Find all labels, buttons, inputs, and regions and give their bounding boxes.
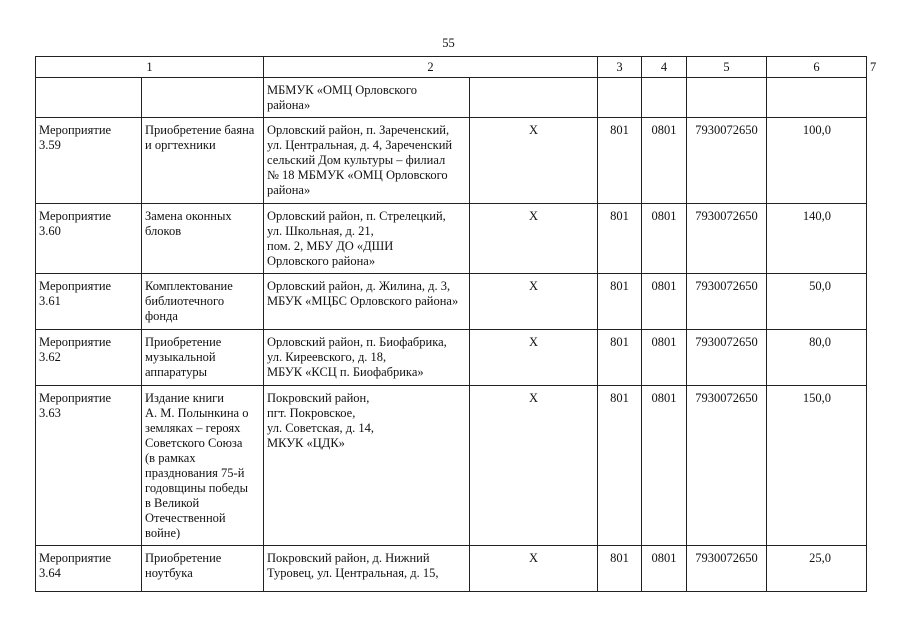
col3-cell: Х (470, 204, 598, 274)
table-row (36, 330, 867, 386)
address-cell: Покровский район, пгт. Покровское, ул. Советская, д. 14, МКУК «ЦДК» (264, 386, 470, 546)
col5-cell: 0801 (642, 204, 687, 274)
address-cell: МБМУК «ОМЦ Орловского района» (264, 78, 470, 118)
col4-cell (598, 78, 642, 118)
col6-cell: 7930072650 (687, 330, 767, 386)
name-cell: Комплектование библиотечного фонда (142, 274, 264, 330)
header-col-3: 3 (598, 57, 642, 78)
name-cell: Приобретение ноутбука (142, 546, 264, 592)
table-row (36, 118, 867, 204)
col6-cell: 7930072650 (687, 546, 767, 592)
name-cell: Приобретение баяна и оргтехники (142, 118, 264, 204)
table-row (36, 274, 867, 330)
table-row (36, 386, 867, 546)
col7-cell: 80,0 (767, 330, 867, 386)
col6-cell: 7930072650 (687, 204, 767, 274)
col7-cell: 25,0 (767, 546, 867, 592)
header-row: 1 2 3 4 5 6 7 (36, 57, 867, 78)
col7-cell (767, 78, 867, 118)
col3-cell: Х (470, 118, 598, 204)
col6-cell: 7930072650 (687, 274, 767, 330)
col4-cell: 801 (598, 274, 642, 330)
table-row (36, 546, 867, 592)
col3-cell: Х (470, 274, 598, 330)
col7-cell: 150,0 (767, 386, 867, 546)
header-col-4: 4 (642, 57, 687, 78)
name-cell: Приобретение музыкальной аппаратуры (142, 330, 264, 386)
event-cell (36, 78, 142, 118)
col5-cell: 0801 (642, 330, 687, 386)
col6-cell: 7930072650 (687, 386, 767, 546)
address-cell: Орловский район, д. Жилина, д. 3, МБУК «МЦБС Орловского района» (264, 274, 470, 330)
address-cell: Покровский район, д. Нижний Туровец, ул. Центральная, д. 15, (264, 546, 470, 592)
page-number: 55 (442, 36, 455, 50)
name-cell (142, 78, 264, 118)
col5-cell (642, 78, 687, 118)
col6-cell: 7930072650 (687, 118, 767, 204)
col3-cell: Х (470, 386, 598, 546)
col3-cell: Х (470, 330, 598, 386)
table-body (36, 78, 867, 592)
event-cell: Мероприятие 3.64 (36, 546, 142, 592)
header-col-2: 2 (264, 57, 598, 78)
col5-cell: 0801 (642, 386, 687, 546)
col7-cell: 140,0 (767, 204, 867, 274)
col4-cell: 801 (598, 204, 642, 274)
col4-cell: 801 (598, 386, 642, 546)
event-cell: Мероприятие 3.59 (36, 118, 142, 204)
event-cell: Мероприятие 3.61 (36, 274, 142, 330)
header-col-1: 1 (36, 57, 264, 78)
budget-table (35, 56, 877, 592)
name-cell: Издание книги А. М. Полынкина о земляках – героях Советского Союза (в рамках празднования 75-й годовщины победы в Великой Отечественной войне) (142, 386, 264, 546)
table-row (36, 204, 867, 274)
col7-cell: 50,0 (767, 274, 867, 330)
col4-cell: 801 (598, 330, 642, 386)
name-cell: Замена оконных блоков (142, 204, 264, 274)
address-cell: Орловский район, п. Зареченский, ул. Центральная, д. 4, Зареченский сельский Дом культуры – филиал № 18 МБМУК «ОМЦ Орловского района» (264, 118, 470, 204)
event-cell: Мероприятие 3.60 (36, 204, 142, 274)
event-cell: Мероприятие 3.63 (36, 386, 142, 546)
col6-cell (687, 78, 767, 118)
col3-cell (470, 78, 598, 118)
event-cell: Мероприятие 3.62 (36, 330, 142, 386)
header-col-5: 5 (687, 57, 767, 78)
col4-cell: 801 (598, 118, 642, 204)
header-col-6: 6 (767, 57, 867, 78)
col4-cell: 801 (598, 546, 642, 592)
col5-cell: 0801 (642, 546, 687, 592)
col5-cell: 0801 (642, 274, 687, 330)
table-row (36, 78, 867, 118)
col3-cell: Х (470, 546, 598, 592)
col7-cell: 100,0 (767, 118, 867, 204)
address-cell: Орловский район, п. Стрелецкий, ул. Школьная, д. 21, пом. 2, МБУ ДО «ДШИ Орловского района» (264, 204, 470, 274)
col5-cell: 0801 (642, 118, 687, 204)
address-cell: Орловский район, п. Биофабрика, ул. Киреевского, д. 18, МБУК «КСЦ п. Биофабрика» (264, 330, 470, 386)
